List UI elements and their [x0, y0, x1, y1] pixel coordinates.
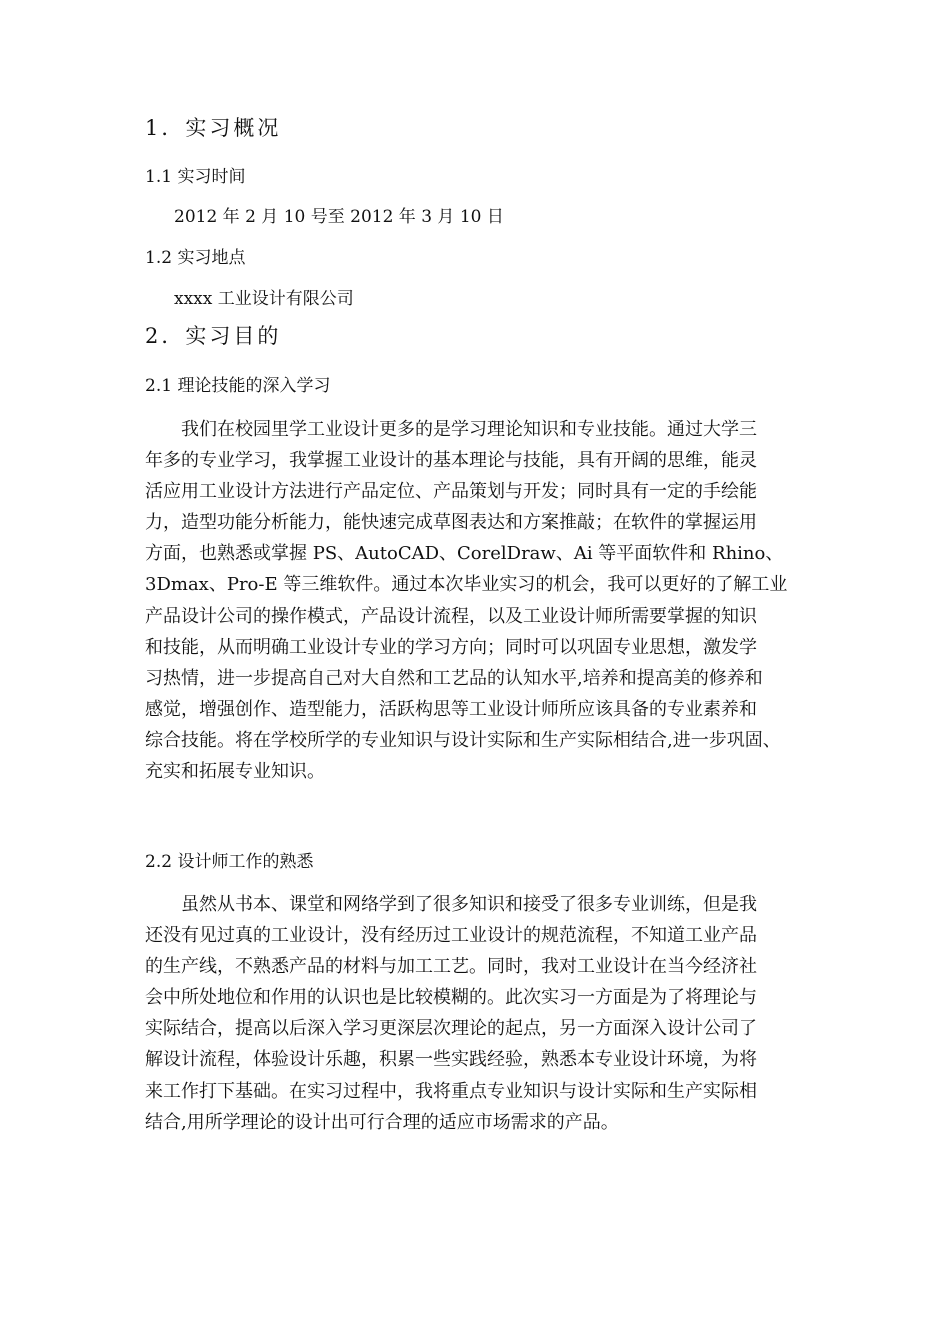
paragraph-line: 还没有见过真的工业设计，没有经历过工业设计的规范流程，不知道工业产品 [145, 925, 757, 947]
section-1-2-heading: 1.2 实习地点 [145, 248, 246, 268]
section-2-1-heading: 2.1 理论技能的深入学习 [145, 376, 331, 396]
paragraph-line: 年多的专业学习，我掌握工业设计的基本理论与技能，具有开阔的思维，能灵 [145, 450, 757, 472]
paragraph-line: 综合技能。将在学校所学的专业知识与设计实际和生产实际相结合,进一步巩固、 [145, 729, 781, 751]
section-2-2-paragraph [145, 889, 835, 1138]
paragraph-line: 我们在校园里学工业设计更多的是学习理论知识和专业技能。通过大学三 [181, 419, 757, 440]
paragraph-line: 活应用工业设计方法进行产品定位、产品策划与开发；同时具有一定的手绘能 [145, 481, 757, 503]
paragraph-line: 产品设计公司的操作模式，产品设计流程，以及工业设计师所需要掌握的知识 [145, 605, 757, 627]
paragraph-line: 会中所处地位和作用的认识也是比较模糊的。此次实习一方面是为了将理论与 [145, 987, 757, 1009]
paragraph-line: 3Dmax、Pro-E 等三维软件。通过本次毕业实习的机会，我可以更好的了解工业 [145, 574, 788, 596]
paragraph-line: 结合,用所学理论的设计出可行合理的适应市场需求的产品。 [145, 1111, 619, 1133]
section-2-heading: 2．实习目的 [145, 324, 282, 348]
section-1-heading: 1．实习概况 [145, 116, 282, 140]
paragraph-line: 习热情，进一步提高自己对大自然和工艺品的认知水平,培养和提高美的修养和 [145, 667, 763, 689]
section-2-1-paragraph [145, 414, 835, 787]
paragraph-line: 的生产线，不熟悉产品的材料与加工工艺。同时，我对工业设计在当今经济社 [145, 956, 757, 978]
paragraph-line: 实际结合，提高以后深入学习更深层次理论的起点，另一方面深入设计公司了 [145, 1018, 757, 1040]
section-2-2-heading: 2.2 设计师工作的熟悉 [145, 852, 314, 872]
paragraph-line: 力，造型功能分析能力，能快速完成草图表达和方案推敲；在软件的掌握运用 [145, 512, 757, 534]
paragraph-line: 充实和拓展专业知识。 [145, 761, 325, 783]
paragraph-line: 感觉，增强创作、造型能力，活跃构思等工业设计师所应该具备的专业素养和 [145, 698, 757, 720]
paragraph-line: 虽然从书本、课堂和网络学到了很多知识和接受了很多专业训练，但是我 [181, 894, 757, 915]
section-1-1-heading: 1.1 实习时间 [145, 167, 246, 187]
paragraph-line: 来工作打下基础。在实习过程中，我将重点专业知识与设计实际和生产实际相 [145, 1080, 757, 1102]
paragraph-line: 方面，也熟悉或掌握 PS、AutoCAD、CorelDraw、Ai 等平面软件和 Rhino、 [145, 543, 784, 565]
internship-time-text: 2012 年 2 月 10 号至 2012 年 3 月 10 日 [174, 207, 504, 227]
paragraph-line: 和技能，从而明确工业设计专业的学习方向；同时可以巩固专业思想，激发学 [145, 636, 757, 658]
internship-location-text: xxxx 工业设计有限公司 [174, 289, 354, 309]
paragraph-line: 解设计流程，体验设计乐趣，积累一些实践经验，熟悉本专业设计环境，为将 [145, 1049, 757, 1071]
